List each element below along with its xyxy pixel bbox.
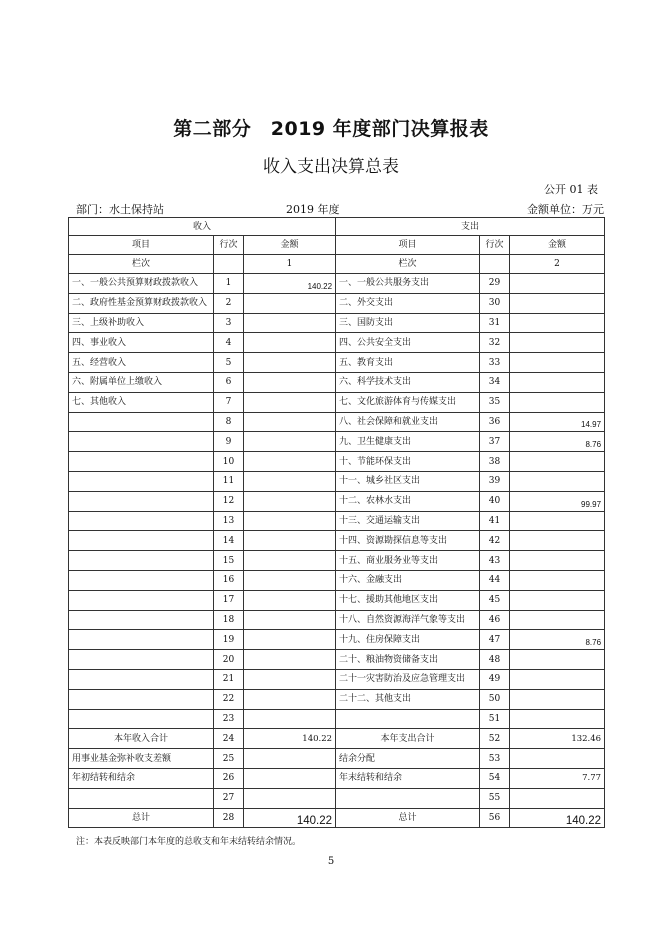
income-item bbox=[69, 709, 214, 729]
expense-item bbox=[336, 709, 480, 729]
income-row-no: 24 bbox=[214, 729, 244, 749]
expense-row-no: 55 bbox=[480, 788, 510, 808]
meta-row bbox=[76, 201, 604, 215]
income-amount-header: 金额 bbox=[244, 236, 336, 255]
income-item bbox=[69, 491, 214, 511]
income-amount: 140.22 bbox=[244, 808, 336, 828]
income-item bbox=[69, 551, 214, 571]
expense-amount bbox=[510, 590, 605, 610]
expense-item: 本年支出合计 bbox=[336, 729, 480, 749]
expense-item: 十九、住房保障支出 bbox=[336, 630, 480, 650]
expense-row-no: 48 bbox=[480, 650, 510, 670]
expense-row-no-header: 行次 bbox=[480, 236, 510, 255]
expense-amount bbox=[510, 372, 605, 392]
expense-row-no: 35 bbox=[480, 392, 510, 412]
income-row-no: 5 bbox=[214, 353, 244, 373]
expense-amount: 14.97 bbox=[510, 412, 605, 432]
income-item: 六、附属单位上缴收入 bbox=[69, 372, 214, 392]
expense-amount-header: 金额 bbox=[510, 236, 605, 255]
expense-col-label: 栏次 bbox=[336, 255, 480, 274]
income-row-no: 21 bbox=[214, 669, 244, 689]
page-number: 5 bbox=[327, 856, 335, 867]
income-item bbox=[69, 452, 214, 472]
expense-section-header: 支出 bbox=[336, 218, 605, 236]
income-amount bbox=[244, 353, 336, 373]
income-row-no: 22 bbox=[214, 689, 244, 709]
income-row-no: 7 bbox=[214, 392, 244, 412]
expense-item: 五、教育支出 bbox=[336, 353, 480, 373]
section-header-row bbox=[69, 218, 605, 236]
income-item bbox=[69, 650, 214, 670]
income-amount bbox=[244, 768, 336, 788]
page-title: 第二部分 2019 年度部门决算报表 bbox=[173, 118, 489, 140]
income-row-no: 6 bbox=[214, 372, 244, 392]
expense-item: 一、一般公共服务支出 bbox=[336, 274, 480, 294]
expense-amount bbox=[510, 551, 605, 571]
income-row-no: 15 bbox=[214, 551, 244, 571]
expense-amount bbox=[510, 709, 605, 729]
income-row-no: 9 bbox=[214, 432, 244, 452]
income-amount bbox=[244, 432, 336, 452]
income-col-blank bbox=[214, 255, 244, 274]
expense-row-no: 44 bbox=[480, 570, 510, 590]
expense-col-blank bbox=[480, 255, 510, 274]
expense-amount bbox=[510, 531, 605, 551]
table-row bbox=[69, 650, 605, 670]
income-amount bbox=[244, 551, 336, 571]
expense-col-index: 2 bbox=[510, 255, 605, 274]
expense-row-no: 47 bbox=[480, 630, 510, 650]
expense-row-no: 34 bbox=[480, 372, 510, 392]
table-row bbox=[69, 293, 605, 313]
income-row-no: 19 bbox=[214, 630, 244, 650]
expense-amount: 8.76 bbox=[510, 432, 605, 452]
expense-row-no: 53 bbox=[480, 749, 510, 769]
table-row bbox=[69, 610, 605, 630]
income-amount bbox=[244, 749, 336, 769]
income-amount bbox=[244, 511, 336, 531]
expense-item bbox=[336, 788, 480, 808]
table-row bbox=[69, 630, 605, 650]
expense-amount bbox=[510, 293, 605, 313]
expense-item-header: 项目 bbox=[336, 236, 480, 255]
expense-item: 二、外交支出 bbox=[336, 293, 480, 313]
expense-amount bbox=[510, 353, 605, 373]
expense-item: 九、卫生健康支出 bbox=[336, 432, 480, 452]
expense-row-no: 50 bbox=[480, 689, 510, 709]
table-row bbox=[69, 392, 605, 412]
expense-item: 总计 bbox=[336, 808, 480, 828]
expense-item: 年末结转和结余 bbox=[336, 768, 480, 788]
expense-item: 六、科学技术支出 bbox=[336, 372, 480, 392]
income-item: 一、一般公共预算财政拨款收入 bbox=[69, 274, 214, 294]
income-item: 年初结转和结余 bbox=[69, 768, 214, 788]
expense-row-no: 33 bbox=[480, 353, 510, 373]
expense-amount bbox=[510, 333, 605, 353]
expense-item: 八、社会保障和就业支出 bbox=[336, 412, 480, 432]
summary-row bbox=[69, 749, 605, 769]
income-item: 五、经营收入 bbox=[69, 353, 214, 373]
expense-row-no: 31 bbox=[480, 313, 510, 333]
expense-row-no: 38 bbox=[480, 452, 510, 472]
expense-row-no: 42 bbox=[480, 531, 510, 551]
table-row bbox=[69, 333, 605, 353]
income-item bbox=[69, 590, 214, 610]
expense-row-no: 41 bbox=[480, 511, 510, 531]
expense-row-no: 56 bbox=[480, 808, 510, 828]
expense-item: 四、公共安全支出 bbox=[336, 333, 480, 353]
expense-item: 十、节能环保支出 bbox=[336, 452, 480, 472]
income-amount bbox=[244, 650, 336, 670]
income-row-no: 18 bbox=[214, 610, 244, 630]
table-row bbox=[69, 590, 605, 610]
expense-amount: 7.77 bbox=[510, 768, 605, 788]
expense-row-no: 43 bbox=[480, 551, 510, 571]
expense-row-no: 37 bbox=[480, 432, 510, 452]
income-item bbox=[69, 689, 214, 709]
income-item bbox=[69, 610, 214, 630]
income-amount bbox=[244, 452, 336, 472]
expense-row-no: 46 bbox=[480, 610, 510, 630]
income-row-no: 4 bbox=[214, 333, 244, 353]
expense-item: 十二、农林水支出 bbox=[336, 491, 480, 511]
income-row-no: 12 bbox=[214, 491, 244, 511]
income-item bbox=[69, 570, 214, 590]
table-row bbox=[69, 570, 605, 590]
table-row bbox=[69, 689, 605, 709]
income-amount bbox=[244, 590, 336, 610]
amount-unit: 金额单位：万元 bbox=[527, 203, 604, 216]
table-row bbox=[69, 452, 605, 472]
income-row-no: 26 bbox=[214, 768, 244, 788]
income-item-header: 项目 bbox=[69, 236, 214, 255]
summary-row bbox=[69, 788, 605, 808]
income-amount bbox=[244, 313, 336, 333]
expense-amount bbox=[510, 689, 605, 709]
expense-amount: 99.97 bbox=[510, 491, 605, 511]
income-row-no: 2 bbox=[214, 293, 244, 313]
form-code: 公开 01 表 bbox=[544, 183, 598, 196]
income-item bbox=[69, 531, 214, 551]
table-row bbox=[69, 274, 605, 294]
income-row-no: 1 bbox=[214, 274, 244, 294]
income-amount bbox=[244, 471, 336, 491]
table-row bbox=[69, 511, 605, 531]
expense-item: 七、文化旅游体育与传媒支出 bbox=[336, 392, 480, 412]
income-amount bbox=[244, 531, 336, 551]
expense-item: 三、国防支出 bbox=[336, 313, 480, 333]
income-item: 总计 bbox=[69, 808, 214, 828]
income-row-no: 8 bbox=[214, 412, 244, 432]
expense-amount: 8.76 bbox=[510, 630, 605, 650]
expense-amount bbox=[510, 452, 605, 472]
expense-amount bbox=[510, 650, 605, 670]
fiscal-year: 2019 年度 bbox=[286, 203, 340, 216]
income-row-no: 14 bbox=[214, 531, 244, 551]
expense-amount bbox=[510, 749, 605, 769]
table-row bbox=[69, 709, 605, 729]
expense-row-no: 30 bbox=[480, 293, 510, 313]
table-row bbox=[69, 353, 605, 373]
income-row-no: 20 bbox=[214, 650, 244, 670]
income-amount bbox=[244, 788, 336, 808]
expense-item: 二十二、其他支出 bbox=[336, 689, 480, 709]
expense-item: 十八、自然资源海洋气象等支出 bbox=[336, 610, 480, 630]
income-row-no-header: 行次 bbox=[214, 236, 244, 255]
income-amount bbox=[244, 689, 336, 709]
table-row bbox=[69, 669, 605, 689]
table-title: 收入支出决算总表 bbox=[263, 157, 399, 177]
table-row bbox=[69, 372, 605, 392]
income-row-no: 23 bbox=[214, 709, 244, 729]
income-amount bbox=[244, 392, 336, 412]
expense-row-no: 45 bbox=[480, 590, 510, 610]
expense-item: 十五、商业服务业等支出 bbox=[336, 551, 480, 571]
table-row bbox=[69, 531, 605, 551]
income-row-no: 13 bbox=[214, 511, 244, 531]
income-amount bbox=[244, 293, 336, 313]
income-row-no: 25 bbox=[214, 749, 244, 769]
income-row-no: 10 bbox=[214, 452, 244, 472]
income-row-no: 3 bbox=[214, 313, 244, 333]
expense-row-no: 29 bbox=[480, 274, 510, 294]
income-item: 三、上级补助收入 bbox=[69, 313, 214, 333]
expense-amount bbox=[510, 313, 605, 333]
expense-amount bbox=[510, 669, 605, 689]
income-item: 本年收入合计 bbox=[69, 729, 214, 749]
expense-amount: 140.22 bbox=[510, 808, 605, 828]
expense-row-no: 49 bbox=[480, 669, 510, 689]
table-row bbox=[69, 471, 605, 491]
footnote: 注：本表反映部门本年度的总收支和年末结转结余情况。 bbox=[76, 837, 302, 847]
expense-item: 十四、资源勘探信息等支出 bbox=[336, 531, 480, 551]
expense-amount: 132.46 bbox=[510, 729, 605, 749]
income-row-no: 11 bbox=[214, 471, 244, 491]
income-amount bbox=[244, 669, 336, 689]
expense-row-no: 39 bbox=[480, 471, 510, 491]
income-amount bbox=[244, 372, 336, 392]
income-item bbox=[69, 471, 214, 491]
table-row bbox=[69, 412, 605, 432]
income-item bbox=[69, 669, 214, 689]
income-expense-table bbox=[68, 217, 605, 828]
summary-row bbox=[69, 768, 605, 788]
table-row bbox=[69, 491, 605, 511]
income-section-header: 收入 bbox=[69, 218, 336, 236]
expense-row-no: 51 bbox=[480, 709, 510, 729]
expense-item: 二十一灾害防治及应急管理支出 bbox=[336, 669, 480, 689]
income-row-no: 27 bbox=[214, 788, 244, 808]
income-amount bbox=[244, 709, 336, 729]
income-item: 四、事业收入 bbox=[69, 333, 214, 353]
income-col-index: 1 bbox=[244, 255, 336, 274]
table-row bbox=[69, 551, 605, 571]
expense-item: 二十、粮油物资储备支出 bbox=[336, 650, 480, 670]
expense-row-no: 54 bbox=[480, 768, 510, 788]
income-amount bbox=[244, 491, 336, 511]
expense-row-no: 32 bbox=[480, 333, 510, 353]
income-item: 二、政府性基金预算财政拨款收入 bbox=[69, 293, 214, 313]
income-item bbox=[69, 511, 214, 531]
income-amount bbox=[244, 412, 336, 432]
expense-row-no: 40 bbox=[480, 491, 510, 511]
expense-item: 十三、交通运输支出 bbox=[336, 511, 480, 531]
income-amount bbox=[244, 570, 336, 590]
expense-item: 十六、金融支出 bbox=[336, 570, 480, 590]
income-row-no: 17 bbox=[214, 590, 244, 610]
income-item: 用事业基金弥补收支差额 bbox=[69, 749, 214, 769]
expense-row-no: 36 bbox=[480, 412, 510, 432]
income-row-no: 16 bbox=[214, 570, 244, 590]
column-header-row bbox=[69, 236, 605, 255]
income-item bbox=[69, 630, 214, 650]
expense-row-no: 52 bbox=[480, 729, 510, 749]
summary-row bbox=[69, 808, 605, 828]
income-col-label: 栏次 bbox=[69, 255, 214, 274]
expense-item: 十七、援助其他地区支出 bbox=[336, 590, 480, 610]
table-body bbox=[69, 274, 605, 828]
income-amount bbox=[244, 333, 336, 353]
income-item bbox=[69, 412, 214, 432]
expense-amount bbox=[510, 570, 605, 590]
expense-item: 结余分配 bbox=[336, 749, 480, 769]
summary-row bbox=[69, 729, 605, 749]
expense-amount bbox=[510, 511, 605, 531]
expense-amount bbox=[510, 274, 605, 294]
income-item bbox=[69, 432, 214, 452]
expense-amount bbox=[510, 788, 605, 808]
department-label: 部门：水土保持站 bbox=[76, 203, 164, 216]
income-amount bbox=[244, 610, 336, 630]
column-index-row bbox=[69, 255, 605, 274]
expense-amount bbox=[510, 610, 605, 630]
income-amount: 140.22 bbox=[244, 274, 336, 294]
table-row bbox=[69, 432, 605, 452]
expense-item: 十一、城乡社区支出 bbox=[336, 471, 480, 491]
income-amount: 140.22 bbox=[244, 729, 336, 749]
expense-amount bbox=[510, 471, 605, 491]
expense-amount bbox=[510, 392, 605, 412]
income-item: 七、其他收入 bbox=[69, 392, 214, 412]
table-row bbox=[69, 313, 605, 333]
income-item bbox=[69, 788, 214, 808]
income-row-no: 28 bbox=[214, 808, 244, 828]
income-amount bbox=[244, 630, 336, 650]
